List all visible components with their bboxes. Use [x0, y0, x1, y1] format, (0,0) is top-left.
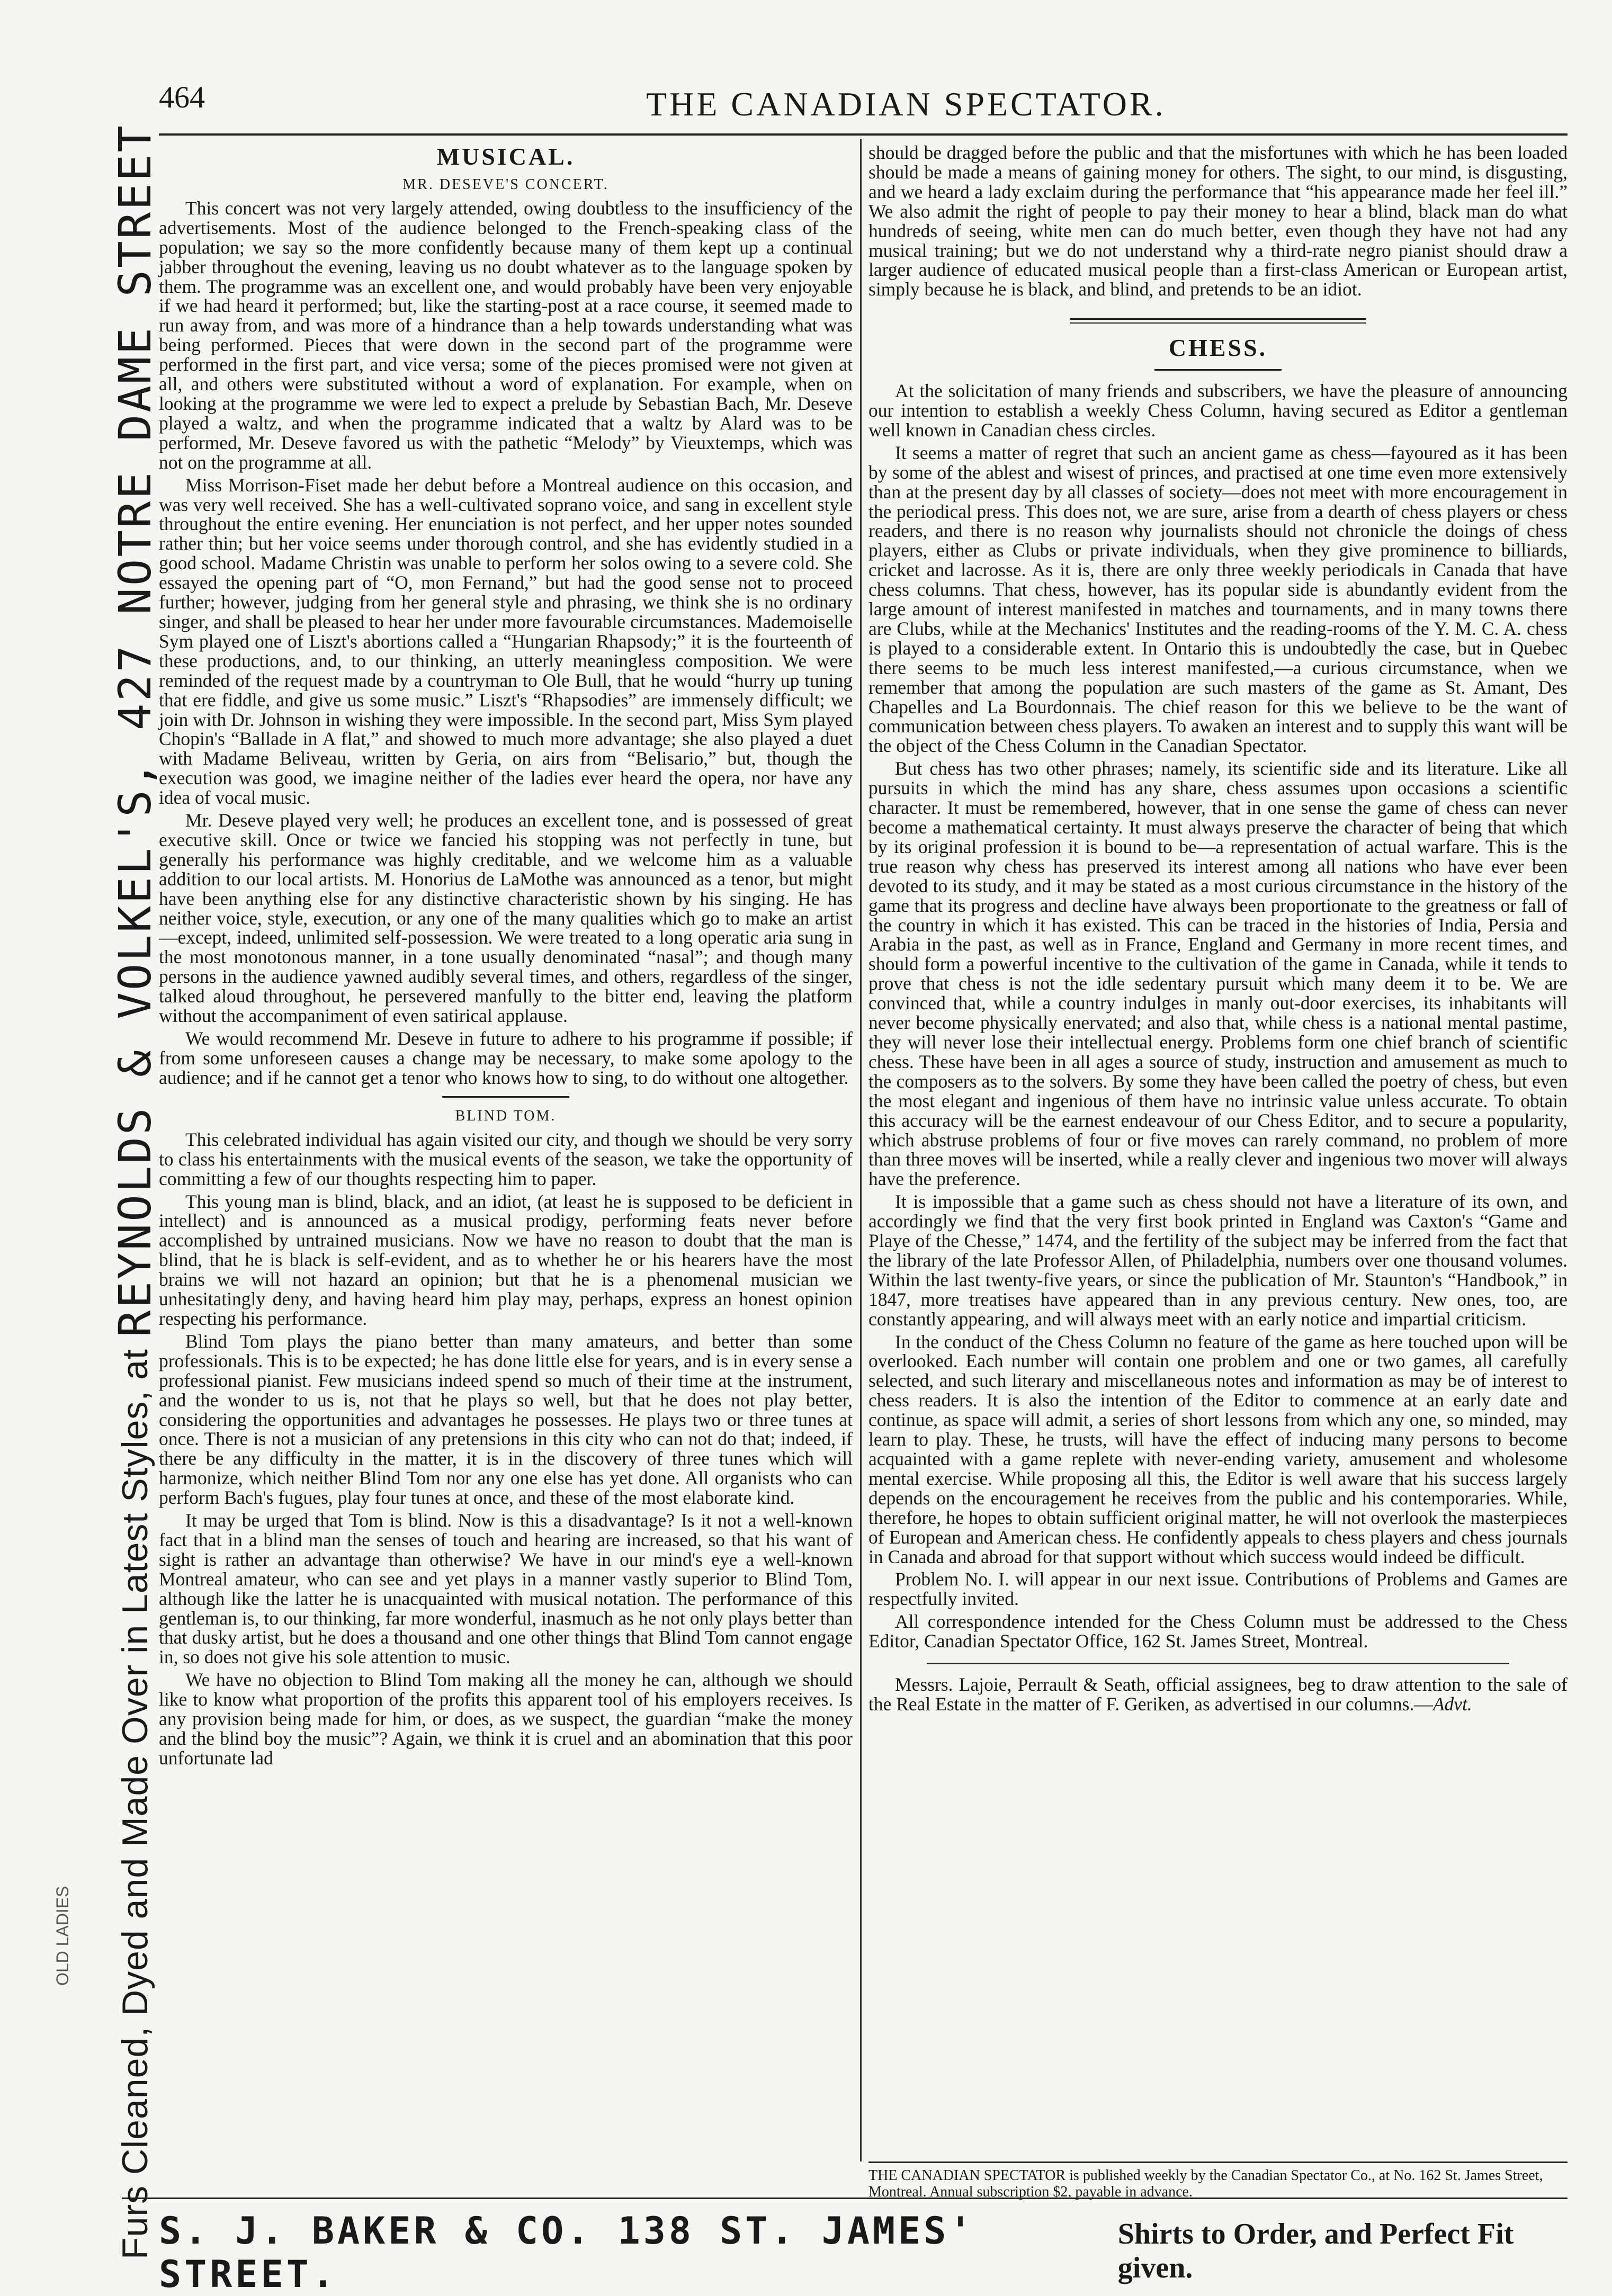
article-paragraph: We would recommend Mr. Deseve in future to adhere to his programme if possible; if from some unforeseen causes a change may be necessary, to make some apology to the audience; and if he cannot get a tenor who knows how to sing, to do without one altogether. — [159, 1028, 853, 1088]
footer-ad-tagline: Shirts to Order, and Perfect Fit given. — [1117, 2218, 1514, 2284]
article-paragraph: All correspondence intended for the Chess Column must be addressed to the Chess Editor, Canadian Spectator Office, 162 St. James Street, Montreal. — [868, 1611, 1568, 1652]
header-rule — [159, 133, 1568, 136]
side-margin-text: OLD LADIES — [53, 1886, 72, 1986]
footer-ad-firm: S. J. BAKER & CO. 138 ST. JAMES' STREET. — [159, 2209, 975, 2296]
page-number: 464 — [159, 80, 205, 114]
article-paragraph: We have no objection to Blind Tom making all the money he can, although we should like to know what proportion of the profits this apparent tool of his employers receives. Is any provision being made for him, or does, as we suspect, the guardian “make the money and the blind boy the music”? Again, we think it is cruel and an abomination that this poor unfortunate lad — [159, 1669, 853, 1769]
article-paragraph: Problem No. I. will appear in our next issue. Contributions of Problems and Games are respectfully invited. — [868, 1568, 1568, 1610]
footer-rule — [122, 2198, 1568, 2199]
notice-rule — [927, 1663, 1509, 1664]
blind-tom-heading: BLIND TOM. — [455, 1107, 557, 1124]
article-paragraph: It is impossible that a game such as chess should not have a literature of its own, and accordingly we find that the very first book printed in England was Caxton's “Game and Playe of the Chesse,” 1474, and the fertility of the subject may be inferred from the fact that the library of the late Professor Allen, of Philadelphia, numbers over one thousand volumes. Within the last twenty-five years, or since the publication of Mr. Staunton's “Handbook,” in 1847, more treatises have appeared than in any previous century. New ones, too, are constantly appearing, and will always meet with an early notice and impartial criticism. — [868, 1191, 1568, 1330]
side-ad-text: Furs Cleaned, Dyed and Made Over in Latest Styles, at — [115, 1349, 155, 2259]
side-advertisement — [106, 123, 164, 2259]
article-paragraph: Miss Morrison-Fiset made her debut before a Montreal audience on this occasion, and was very well received. She has a well-cultivated soprano voice, and sang in excellent style throughout the entire evening. Her enunciation is not perfect, and her upper notes sounded rather thin; but her voice seems under thorough control, and she has evidently studied in a good school. Madame Christin was unable to perform her solos owing to a severe cold. She essayed the opening part of “O, mon Fernand,” but had the good sense not to proceed further; however, judging from her general style and phrasing, we think she is no ordinary singer, and shall be pleased to hear her under more favourable circumstances. Mademoiselle Sym played one of Liszt's abortions called a “Hungarian Rhapsody;” it is the fourteenth of these productions, and, to our thinking, an utterly meaningless composition. We were reminded of the request made by a countryman to Ole Bull, that he would “hurry up tuning that ere fiddle, and give us some music.” Liszt's “Rhapsodies” are immensely difficult; we join with Dr. Johnson in wishing they were impossible. In the second part, Miss Sym played Chopin's “Ballade in A flat,” and showed to much more advantage; she also played a duet with Madame Beliveau, written by Geria, on airs from “Belisario,” but, though the execution was good, we imagine neither of the ladies ever heard the opera, nor have any idea of vocal music. — [159, 474, 853, 809]
side-ad-name: REYNOLDS & VOLKEL'S, 427 NOTRE DAME STREET — [109, 123, 161, 1338]
imprint-title: THE CANADIAN SPECTATOR — [868, 2167, 1066, 2184]
article-paragraph: But chess has two other phrases; namely, its scientific side and its literature. Like all pursuits in which the mind has any share, chess assumes upon occasions a scientific character. It must be remembered, however, that in one sense the game of chess can never become a mathematical certainty. It must always preserve the character of being that which by its original profession it is bound to be—a representation of actual warfare. This is the true reason why chess has preserved its interest among all nations who have ever been devoted to its study, and it may be stated as a most curious circumstance in the history of the game that its progress and decline have always been proportionate to the greatness or fall of the country in which it has existed. This can be traced in the histories of India, Persia and Arabia in the past, as well as in France, England and Germany in more recent times, and should form a powerful incentive to the cultivation of the game in Canada, while it tends to prove that chess is not the idle sedentary pursuit which many deem it to be. We are convinced that, while a country indulges in manly out-door exercises, its inhabitants will never become physically enervated; and also that, while chess is a national mental pastime, they will never lose their intellectual energy. Problems form one chief branch of scientific chess. These have been in all ages a source of study, instruction and amusement as much to the composers as to the solvers. By some they have been called the poetry of chess, but even the most elegant and ingenious of them have no intrinsic value unless accurate. To obtain this accuracy will be the earnest endeavour of our Chess Editor, and to secure a popularity, which abstruse problems of four or five moves can rarely command, no problem of more than three moves will be inserted, while a really clever and ingenious two mover will always have the preference. — [868, 758, 1568, 1190]
notice-text: Messrs. Lajoie, Perrault & Seath, official assignees, beg to draw attention to the sale of the Real Estate in the matter of F. Geriken, as advertised in our columns.— — [868, 1674, 1568, 1715]
notice-advt: Advt. — [1432, 1693, 1472, 1715]
article-paragraph: This celebrated individual has again visited our city, and though we should be very sorry to class his entertainments with the musical events of the season, we take the opportunity of committing a few of our thoughts respecting him to paper. — [159, 1128, 853, 1189]
right-column — [868, 143, 1568, 2160]
left-column — [159, 143, 853, 2102]
imprint-text: is published weekly by the Canadian Spectator Co., at No. 162 St. James Street, Montreal. Annual subscription $2, payable in advance. — [868, 2167, 1543, 2201]
chess-section-title: CHESS. — [1168, 334, 1268, 362]
article-paragraph: This concert was not very largely attended, owing doubtless to the insufficiency of the advertisements. Most of the audience belonged to the French-speaking class of the population; we say so the more confidently because many of them kept up a continual jabber throughout the evening, leaving us no doubt whatever as to the language spoken by them. The programme was an excellent one, and would probably have been very enjoyable if we had heard it performed; but, like the starting-post at a race course, it seemed made to run away from, and was more of a hindrance than a help towards understanding what was being performed. Pieces that were down in the second part of the programme were performed in the first part, and vice versa; some of the pieces promised were not given at all, and others were substituted without a word of explanation. For example, when on looking at the programme we were led to expect a prelude by Sebastian Bach, Mr. Deseve played a waltz, and when the programme indicated that a waltz by Alard was to be performed, Mr. Deseve favored us with the pathetic “Melody” by Vieuxtemps, which was not on the programme at all. — [159, 197, 853, 473]
section-rule — [1154, 369, 1282, 371]
imprint-box — [868, 2162, 1568, 2201]
article-continuation: should be dragged before the public and that the misfortunes with which he has been loaded should be made a means of gaining money for others. The sight, to our mind, is disgusting, and we heard a lady exclaim during the performance that “his appearance made her feel ill.” We also admit the right of people to pay their money to hear a blind, black man do what hundreds of seeing, white men can do much better, even though they have not had any musical training; but we do not understand why a third-rate negro pianist should draw a larger audience of educated musical people than a first-class American or European artist, simply because he is black, and blind, and pretends to be an idiot. — [868, 142, 1568, 300]
imprint — [868, 2162, 1568, 2201]
article-paragraph: This young man is blind, black, and an idiot, (at least he is supposed to be deficient in intellect) and is announced as a musical prodigy, performing feats never before accomplished by untrained musicians. Now we have no reason to doubt that the man is blind, that he is black is self-evident, and as to whether he or his hearers have the most brains we will not hazard an opinion; but that he is a phenomenal musician we unhesitatingly deny, and having heard him play may, perhaps, express an honest opinion respecting his performance. — [159, 1190, 853, 1329]
article-paragraph: Mr. Deseve played very well; he produces an excellent tone, and is possessed of great executive skill. Once or twice we fancied his stopping was not perfectly in tune, but generally his performance was highly creditable, and we welcome him as a valuable addition to our local artists. M. Honorius de LaMothe was announced as a tenor, but might have been anything else for any distinctive characteristic shown by his singing. He has neither voice, style, execution, or any one of the many qualities which go to make an artist—except, indeed, unlimited self-possession. We were treated to a long operatic aria sung in the most monotonous manner, in a tone usually denominated “nasal”; and though many persons in the audience yawned audibly several times, and others, regardless of the singer, talked aloud throughout, he persevered manfully to the bitter end, leaving the platform without the accompaniment of even satirical applause. — [159, 810, 853, 1027]
running-title: THE CANADIAN SPECTATOR. — [646, 85, 1166, 123]
section-rule — [442, 1096, 569, 1098]
footer-advertisement — [159, 2209, 1568, 2296]
article-paragraph: In the conduct of the Chess Column no feature of the game as here touched upon will be overlooked. Each number will contain one problem and one or two games, all carefully selected, and such literary and miscellaneous notes and information as may be of interest to chess readers. It is also the intention of the Editor to commence at an early date and continue, as space will admit, a series of short lessons from which any one, so minded, may learn to play. These, he trusts, will have the effect of inducing many persons to become acquainted with a game replete with never-ending variety, amusement and wholesome mental exercise. While proposing all this, the Editor is well aware that his success largely depends on the encouragement he receives from the public and his contemporaries. While, therefore, he hopes to obtain sufficient original matter, he will not overlook the masterpieces of European and American chess. He confidently appeals to chess players and chess journals in Canada and abroad for that support without which success would indeed be difficult. — [868, 1331, 1568, 1567]
column-divider — [860, 139, 862, 2162]
article-paragraph: At the solicitation of many friends and subscribers, we have the pleasure of announcing our intention to establish a weekly Chess Column, having secured as Editor a gentleman well known in Canadian chess circles. — [868, 380, 1568, 441]
assignee-notice — [868, 1675, 1568, 1714]
section-double-rule — [1070, 318, 1366, 324]
concert-heading: MR. DESEVE'S CONCERT. — [402, 176, 609, 193]
article-paragraph: Blind Tom plays the piano better than many amateurs, and better than some professionals. This is to be expected; he has done little else for years, and is in every sense a professional pianist. Few musicians indeed spend so much of their time at the instrument, and the wonder to us is, not that he plays so well, but that he does not play better, considering the opportunities and advantages he possesses. He plays two or three tunes at once. There is not a musician of any pretensions in this city who can not do that; indeed, if there be any difficulty in the matter, it is in the discovery of three tunes which will harmonize, which neither Blind Tom nor any one else has yet done. All organists who can perform Bach's fugues, play four tunes at once, and these of the most elaborate kind. — [159, 1330, 853, 1509]
musical-section-title: MUSICAL. — [436, 143, 575, 170]
article-paragraph: It may be urged that Tom is blind. Now is this a disadvantage? Is it not a well-known fact that in a blind man the senses of touch and hearing are increased, so that his want of sight is rather an advantage than otherwise? We have in our mind's eye a well-known Montreal amateur, who can see and yet plays in a manner vastly superior to Blind Tom, although like the latter he is unacquainted with musical notation. The performance of this gentleman is, to our thinking, far more wonderful, inasmuch as he not only plays better than that dusky artist, but he does a thousand and one other things that Blind Tom cannot engage in, so does not give his sole attention to music. — [159, 1510, 853, 1668]
article-paragraph: It seems a matter of regret that such an ancient game as chess—fayoured as it has been by some of the ablest and wisest of princes, and practised at one time even more extensively than at the present day by all classes of society—does not meet with more encouragement in the periodical press. This does not, we are sure, arise from a dearth of chess players or chess readers, and there is no reason why journalists should not chronicle the doings of chess players, either as Clubs or private individuals, when they give prominence to billiards, cricket and lacrosse. As it is, there are only three weekly periodicals in Canada that have chess columns. That chess, however, has its popular side is abundantly evident from the large amount of interest manifested in matches and tournaments, and in many towns there are Clubs, while at the Mechanics' Institutes and the reading-rooms of the Y. M. C. A. chess is played to a considerable extent. In Ontario this is undoubtedly the case, but in Quebec there seems to be much less interest manifested,—a curious circumstance, when we remember that among the population are such masters of the game as St. Amant, Des Chapelles and La Bourdonnais. The chief reason for this we believe to be the want of communication between chess players. To awaken an interest and to supply this want will be the object of the Chess Column in the Canadian Spectator. — [868, 442, 1568, 757]
